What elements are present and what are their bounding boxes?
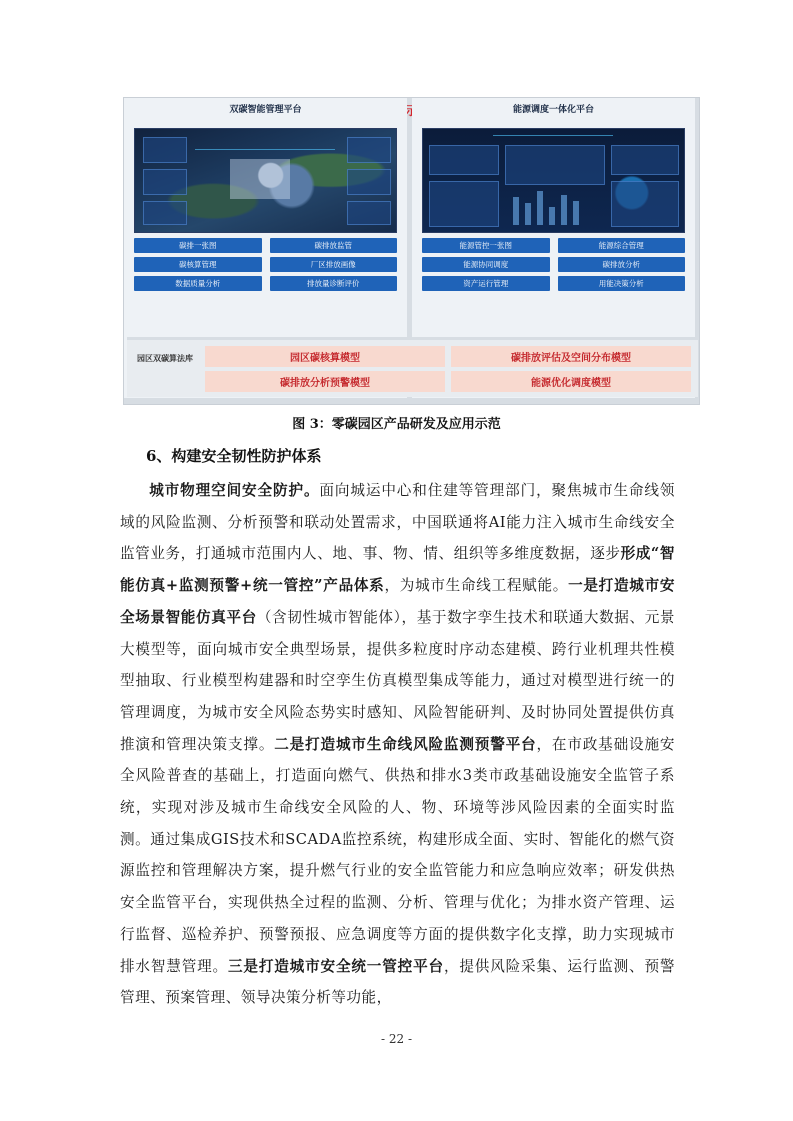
function-button: 碳排一张图 xyxy=(134,238,262,253)
body-text xyxy=(120,475,675,1014)
paragraph xyxy=(120,475,675,1014)
function-button: 能源综合管理 xyxy=(558,238,686,253)
right-panel-label: 能源调度一体化平台 xyxy=(512,105,594,115)
bold-run: 二是打造城市生命线风险监测预警平台 xyxy=(274,735,537,753)
dashboard-screenshot xyxy=(422,128,685,233)
function-button: 资产运行管理 xyxy=(422,276,550,291)
function-button: 能源管控一张图 xyxy=(422,238,550,253)
section-heading: 6、构建安全韧性防护体系 xyxy=(146,447,322,465)
text-run: ，在市政基础设施安全风险普查的基础上，打造面向燃气、供热和排水3类市政基础设施安全监管子系统，实现对涉及城市生命线安全风险的人、物、环境等涉风险因素的全面实时监测。通过集成GIS技术和SCADA监控系统，构建形成全面、实时、智能化的燃气资源监控和管理解决方案，提升燃气行业的安全监管能力和应急响应效率；研发供热安全监管平台，实现供热全过程的监测、分析、管理与优化；为排水资产管理、运行监督、巡检养护、预警预报、应急调度等方面的提供数字化支撑，助力实现城市排水智慧管理。 xyxy=(120,735,675,975)
model-box: 碳排放分析预警模型 xyxy=(205,371,445,392)
function-button: 碳排放分析 xyxy=(558,257,686,272)
function-button: 厂区排放画像 xyxy=(270,257,398,272)
model-grid xyxy=(205,346,691,392)
function-button: 排放量诊断评价 xyxy=(270,276,398,291)
algorithm-library-label: 园区双碳算法库 xyxy=(137,354,193,363)
algorithm-library xyxy=(127,337,698,397)
left-function-grid xyxy=(134,238,397,291)
city-model-screenshot xyxy=(134,128,397,233)
text-run: 面向城运中心和住建等管理部门，聚焦城市生命线领域的风险监测、分析预警和联动处置需求，中国联通将AI能力注入城市生命线安全监管业务，打通城市范围内人、地、事、物、情、组织等多维度数据，逐步 xyxy=(120,482,675,563)
bold-run: 三是打造城市安全统一管控平台 xyxy=(227,957,444,975)
function-button: 碳排放监管 xyxy=(270,238,398,253)
right-function-grid xyxy=(422,238,685,291)
function-button: 碳核算管理 xyxy=(134,257,262,272)
bold-run: 一是打造城市安全场景智能仿真平台 xyxy=(120,577,675,626)
function-button: 用能决策分析 xyxy=(558,276,686,291)
bold-run: 城市物理空间安全防护。 xyxy=(149,482,320,499)
model-box: 能源优化调度模型 xyxy=(451,371,691,392)
model-box: 碳排放评估及空间分布模型 xyxy=(451,346,691,367)
text-run: ，为城市生命线工程赋能。 xyxy=(384,577,569,595)
function-button: 能源协同调度 xyxy=(422,257,550,272)
function-button: 数据质量分析 xyxy=(134,276,262,291)
left-panel-label: 双碳智能管理平台 xyxy=(229,105,302,115)
page-number: - 22 - xyxy=(380,1032,412,1046)
figure-caption: 图 3：零碳园区产品研发及应用示范 xyxy=(292,417,501,432)
bold-run: 形成“智能仿真+监测预警+统一管控”产品体系 xyxy=(120,545,675,595)
figure xyxy=(123,97,700,405)
model-box: 园区碳核算模型 xyxy=(205,346,445,367)
text-run: （含韧性城市智能体），基于数字孪生技术和联通大数据、元景大模型等，面向城市安全典型场景，提供多粒度时序动态建模、跨行业机理共性模型抽取、行业模型构建器和时空孪生仿真模型集成等能力，通过对模型进行统一的管理调度，为城市安全风险态势实时感知、风险智能研判、及时协同处置提供仿真推演和管理决策支撑。 xyxy=(120,608,675,753)
text-run: ，提供风险采集、运行监测、预警管理、预案管理、领导决策分析等功能， xyxy=(120,957,675,1007)
